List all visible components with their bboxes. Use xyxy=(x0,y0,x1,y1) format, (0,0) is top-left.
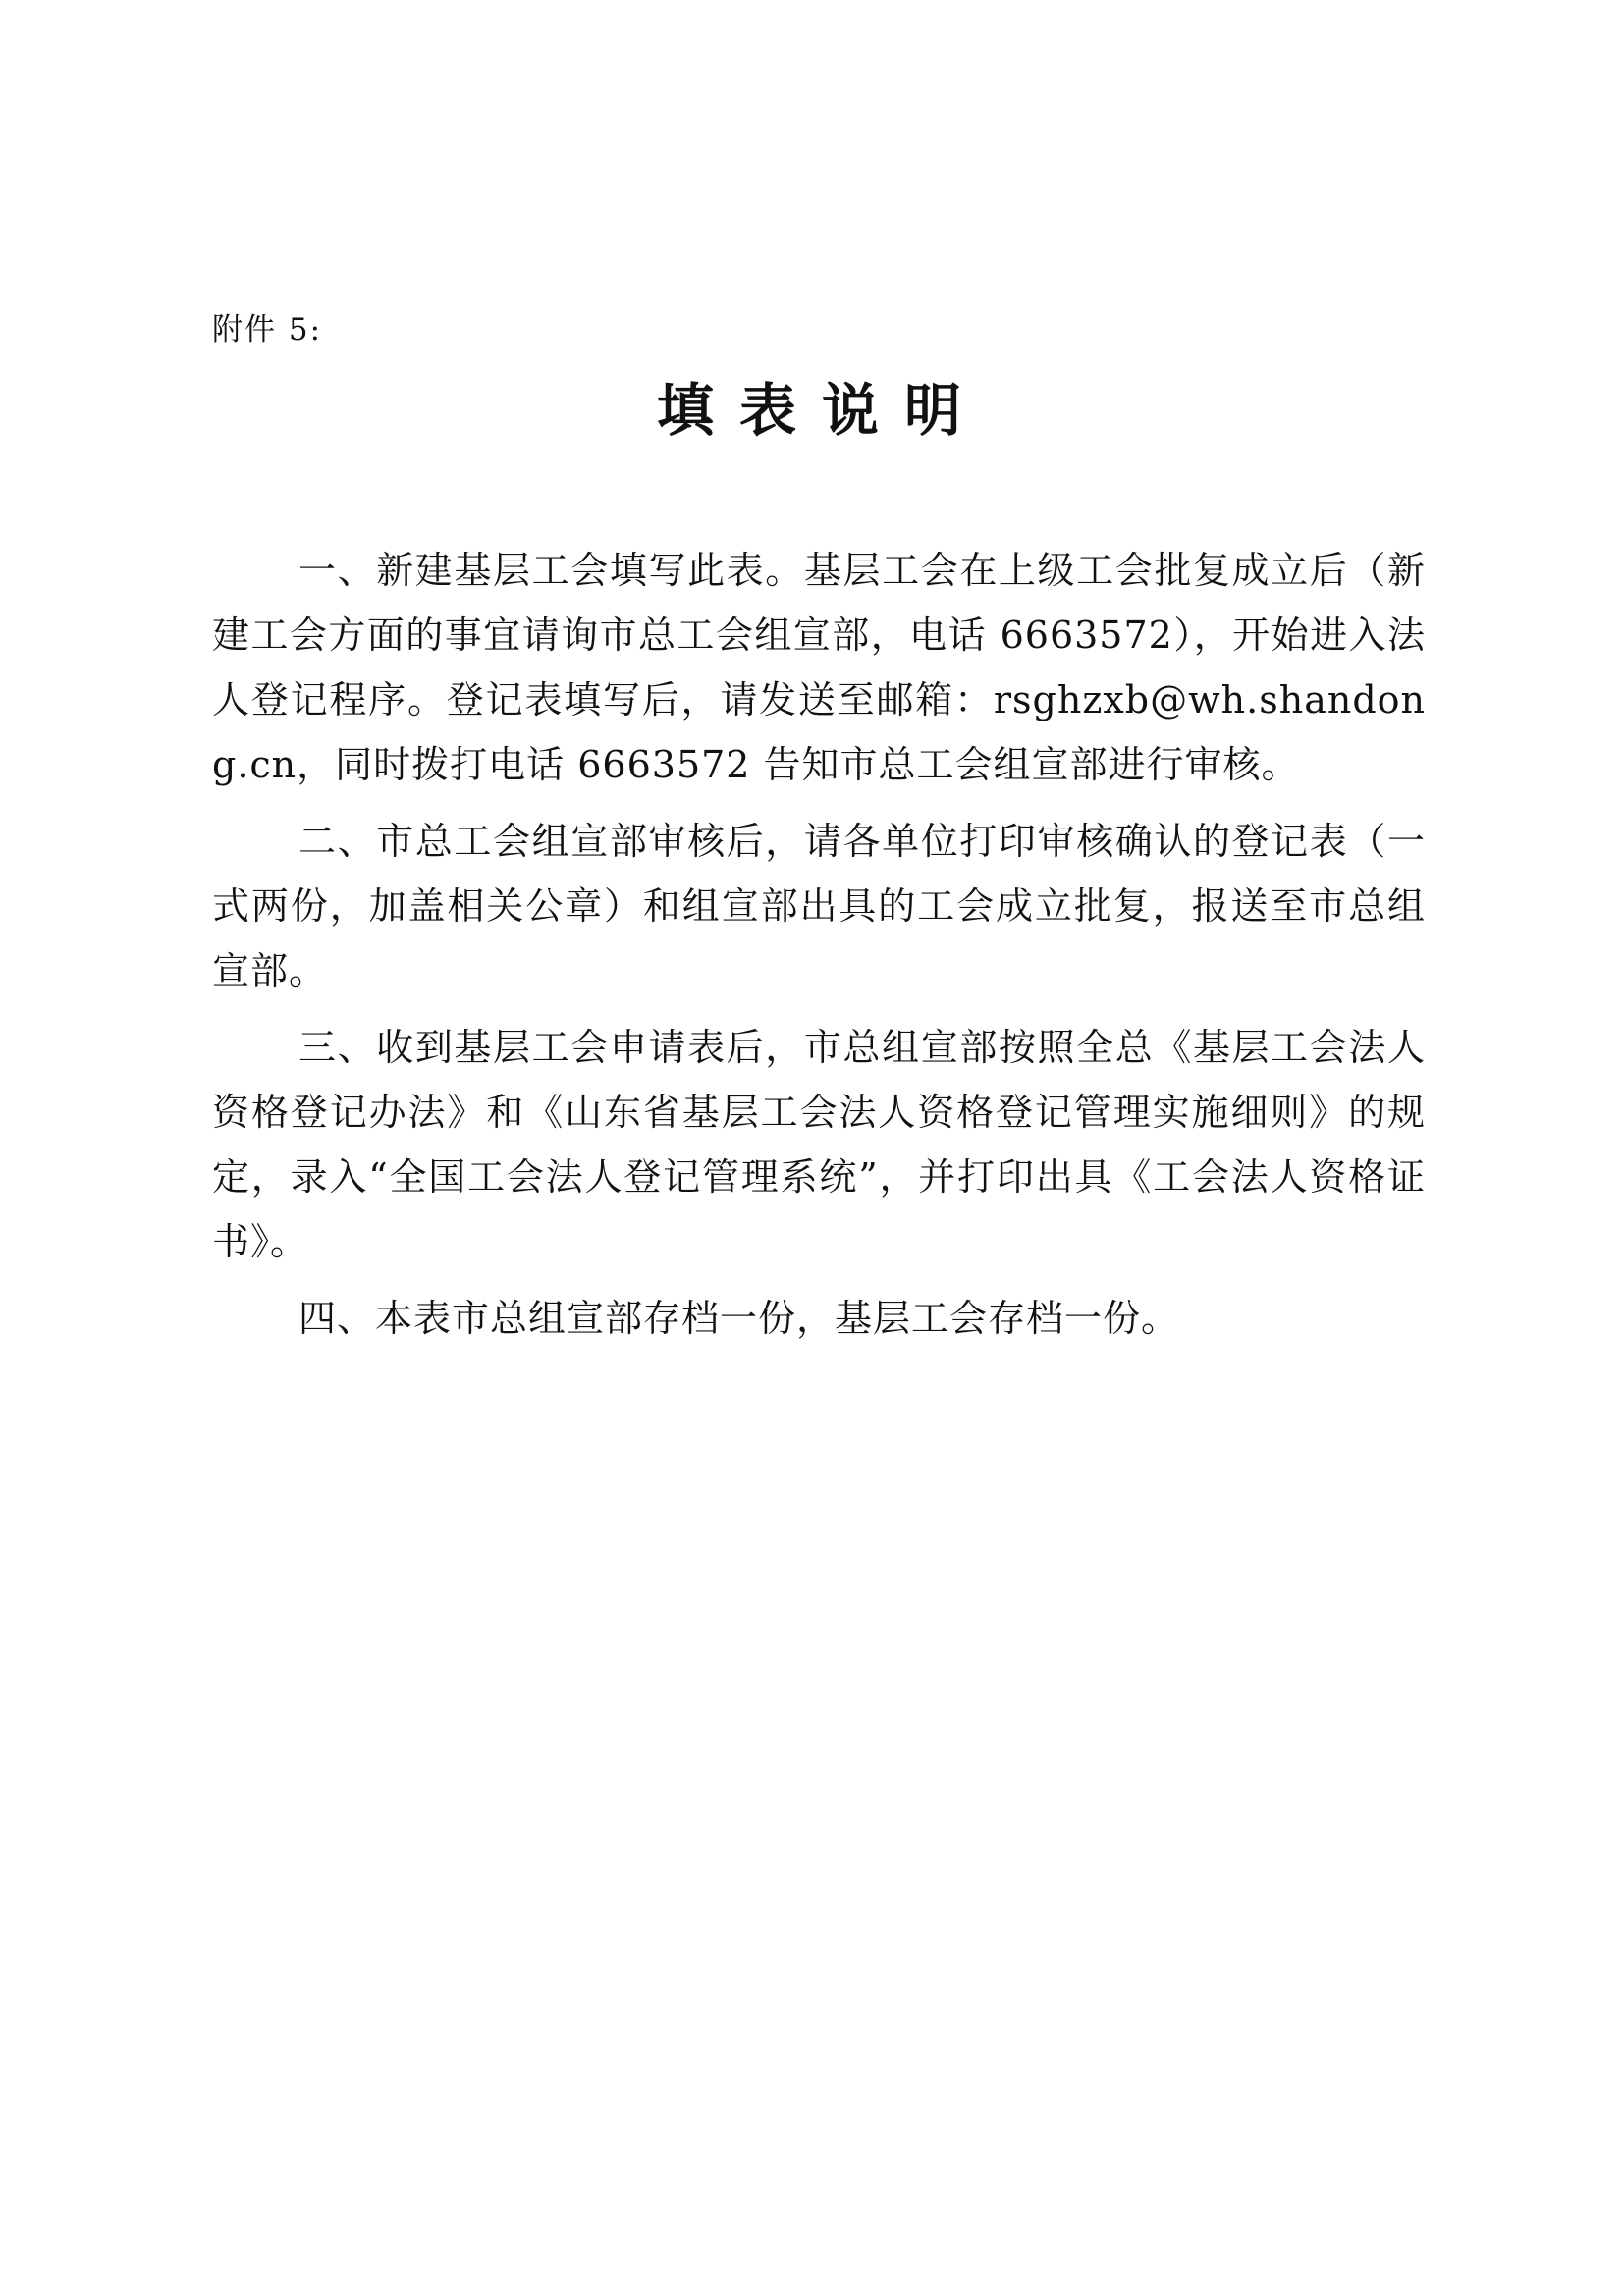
instructions-body xyxy=(212,538,1426,1351)
page-title: 填表说明 xyxy=(656,377,987,444)
instruction-paragraph-1: 一、新建基层工会填写此表。基层工会在上级工会批复成立后（新建工会方面的事宜请询市总工会组宣部，电话 6663572），开始进入法人登记程序。登记表填写后，请发送至邮箱：rsghzxb@wh.shandong.cn，同时拨打电话 6663572 告知市总工会组宣部进行审核。 xyxy=(212,549,1426,786)
attachment-label: 附件 5: xyxy=(212,312,323,347)
instruction-paragraph-4: 四、本表市总组宣部存档一份，基层工会存档一份。 xyxy=(298,1297,1180,1340)
instruction-paragraph-3: 三、收到基层工会申请表后，市总组宣部按照全总《基层工会法人资格登记办法》和《山东省基层工会法人资格登记管理实施细则》的规定，录入“全国工会法人登记管理系统”，并打印出具《工会法人资格证书》。 xyxy=(212,1026,1426,1263)
instruction-paragraph-2: 二、市总工会组宣部审核后，请各单位打印审核确认的登记表（一式两份，加盖相关公章）和组宣部出具的工会成立批复，报送至市总组宣部。 xyxy=(212,820,1426,992)
